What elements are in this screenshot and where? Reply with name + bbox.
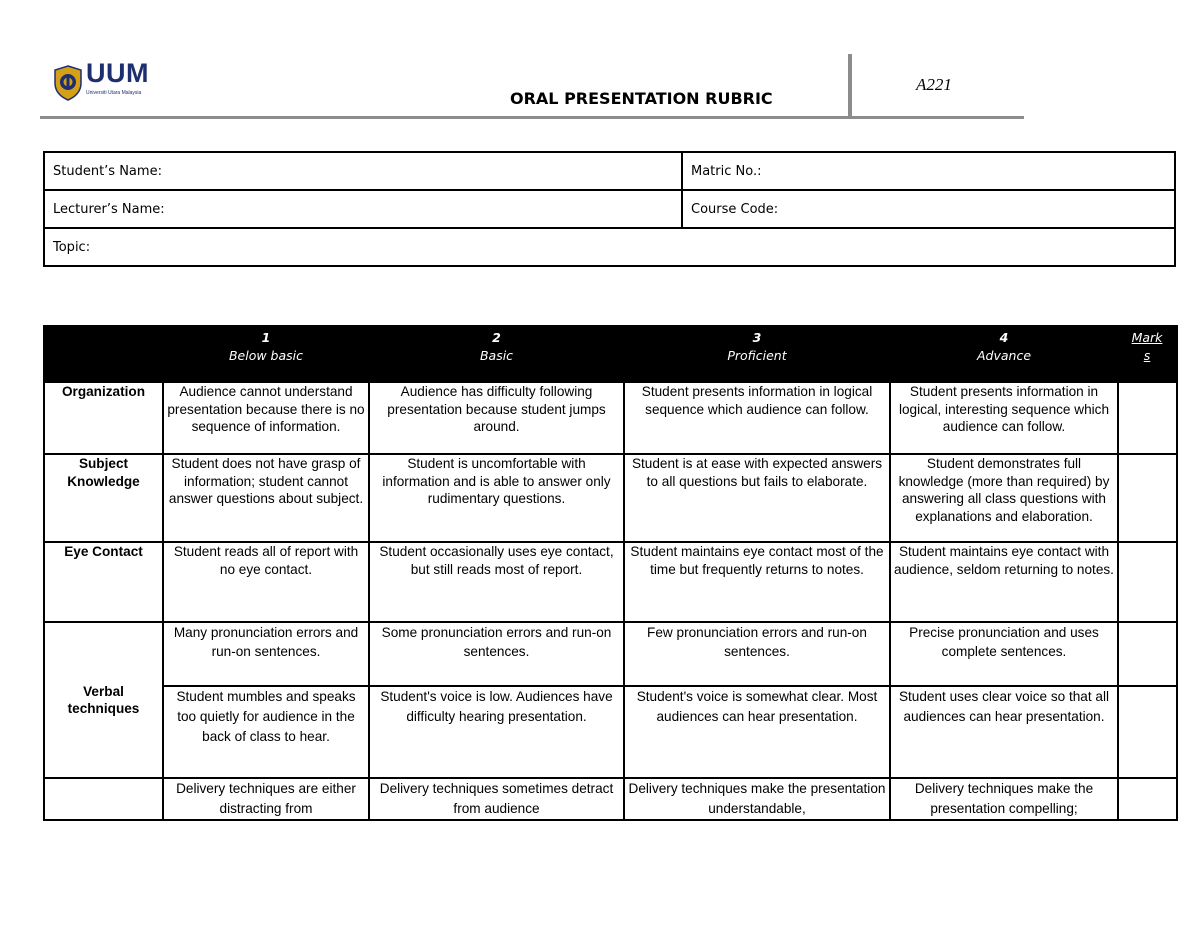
marks-cell[interactable] (1118, 454, 1177, 542)
level-header (163, 326, 369, 382)
level-number: 4 (999, 330, 1009, 345)
rubric-row-subject-knowledge (44, 454, 1177, 542)
rubric-cell: Delivery techniques make the presentation compelling; (890, 778, 1118, 820)
level-name: Basic (479, 348, 514, 363)
uum-logo (53, 58, 157, 105)
rubric-cell: Student demonstrates full knowledge (more than required) by answering all class questions with explanations and elaboration. (890, 454, 1118, 542)
rubric-cell: Audience has difficulty following presentation because student jumps around. (369, 382, 624, 454)
document-code: A221 (916, 75, 952, 94)
level-name: Proficient (727, 348, 787, 363)
topic-field[interactable]: Topic: (44, 228, 1175, 266)
university-seal-icon (53, 65, 83, 101)
rubric-row-eye-contact (44, 542, 1177, 622)
rubric-header-row (44, 326, 1177, 382)
marks-header (1118, 326, 1177, 382)
level-number: 3 (752, 330, 762, 345)
rubric-row-delivery (44, 778, 1177, 820)
marks-cell[interactable] (1118, 686, 1177, 778)
marks-cell[interactable] (1118, 622, 1177, 686)
rubric-cell: Student maintains eye contact most of the time but frequently returns to notes. (624, 542, 890, 622)
student-info-table (43, 151, 1176, 267)
rubric-cell: Student uses clear voice so that all audiences can hear presentation. (890, 686, 1118, 778)
logo-wordmark: UUM (86, 58, 149, 88)
rubric-cell: Student mumbles and speaks too quietly for audience in the back of class to hear. (163, 686, 369, 778)
marks-cell[interactable] (1118, 778, 1177, 820)
marks-cell[interactable] (1118, 542, 1177, 622)
rubric-cell: Student presents information in logical sequence which audience can follow. (624, 382, 890, 454)
rubric-cell: Delivery techniques make the presentation understandable, (624, 778, 890, 820)
students-name-field[interactable]: Student’s Name: (44, 152, 682, 190)
logo-subtext: Universiti Utara Malaysia (86, 90, 142, 96)
header-divider (40, 116, 1024, 119)
rubric-cell: Student does not have grasp of information; student cannot answer questions about subject. (163, 454, 369, 542)
rubric-cell: Student presents information in logical, interesting sequence which audience can follow. (890, 382, 1118, 454)
rubric-cell: Student occasionally uses eye contact, but still reads most of report. (369, 542, 624, 622)
course-code-field[interactable]: Course Code: (682, 190, 1175, 228)
level-name: Advance (976, 348, 1032, 363)
rubric-cell: Many pronunciation errors and run-on sentences. (163, 622, 369, 686)
info-row (44, 228, 1175, 266)
criterion-label (44, 778, 163, 820)
level-header (890, 326, 1118, 382)
criterion-label: Verbal techniques (44, 622, 163, 778)
marks-label-continued: s (1143, 348, 1151, 363)
rubric-cell: Student's voice is low. Audiences have difficulty hearing presentation. (369, 686, 624, 778)
lecturers-name-field[interactable]: Lecturer’s Name: (44, 190, 682, 228)
header-divider-vertical (848, 54, 852, 118)
page-title: ORAL PRESENTATION RUBRIC (510, 89, 773, 108)
info-row (44, 190, 1175, 228)
rubric-cell: Precise pronunciation and uses complete sentences. (890, 622, 1118, 686)
rubric-cell: Student is at ease with expected answers to all questions but fails to elaborate. (624, 454, 890, 542)
rubric-table (43, 325, 1178, 821)
rubric-cell: Delivery techniques are either distracting from (163, 778, 369, 820)
info-row (44, 152, 1175, 190)
matric-no-field[interactable]: Matric No.: (682, 152, 1175, 190)
level-name: Below basic (228, 348, 304, 363)
level-header (624, 326, 890, 382)
marks-cell[interactable] (1118, 382, 1177, 454)
rubric-row-verbal-techniques-voice (44, 686, 1177, 778)
rubric-row-verbal-techniques (44, 622, 1177, 686)
rubric-cell: Delivery techniques sometimes detract from audience (369, 778, 624, 820)
criterion-label: Eye Contact (44, 542, 163, 622)
criterion-label: Organization (44, 382, 163, 454)
rubric-cell: Audience cannot understand presentation because there is no sequence of information. (163, 382, 369, 454)
rubric-cell: Few pronunciation errors and run-on sentences. (624, 622, 890, 686)
rubric-cell: Student reads all of report with no eye contact. (163, 542, 369, 622)
level-header (369, 326, 624, 382)
criterion-label: Subject Knowledge (44, 454, 163, 542)
level-number: 1 (261, 330, 271, 345)
rubric-row-organization (44, 382, 1177, 454)
rubric-cell: Student's voice is somewhat clear. Most audiences can hear presentation. (624, 686, 890, 778)
marks-label: Mark (1131, 330, 1163, 345)
rubric-cell: Some pronunciation errors and run-on sentences. (369, 622, 624, 686)
rubric-cell: Student is uncomfortable with information and is able to answer only rudimentary questions. (369, 454, 624, 542)
level-number: 2 (492, 330, 501, 345)
criterion-header (44, 326, 163, 382)
rubric-cell: Student maintains eye contact with audience, seldom returning to notes. (890, 542, 1118, 622)
